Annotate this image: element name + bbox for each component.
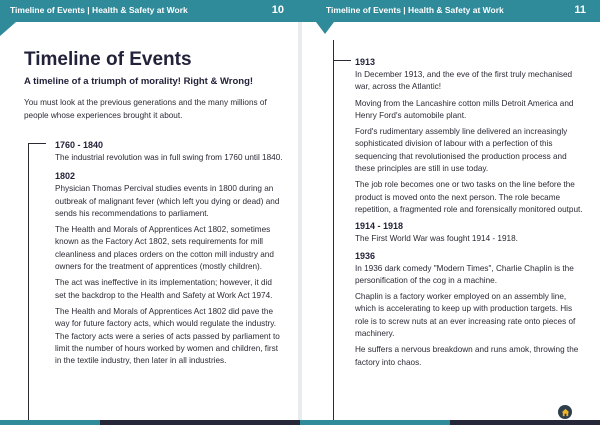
bottom-strip: [300, 420, 450, 425]
entry-paragraph: Ford's rudimentary assembly line delivered an increasingly sophisticated division of labour with a perfection of this sequencing that revolutionised the production process and these principles are still in use today.: [355, 127, 568, 174]
entry-year: 1913: [355, 57, 376, 67]
home-button[interactable]: [558, 405, 572, 419]
bottom-strip: [450, 420, 600, 425]
entry-paragraph: The First World War was fought 1914 - 1918.: [355, 234, 518, 244]
entry-paragraph: The industrial revolution was in full swing from 1760 until 1840.: [55, 153, 283, 162]
entry-paragraph: The act was ineffective in its implementation; however, it did set the backdrop to the Health and Safety at Work Act 1974.: [55, 278, 273, 300]
entry-paragraph: In December 1913, and the eve of the first truly mechanised war, across the Atlantic!: [355, 70, 573, 92]
right-page-number: 11: [574, 4, 586, 16]
right-page-header: [300, 0, 600, 22]
page-title: Timeline of Events: [24, 49, 192, 70]
entry-paragraph: Chaplin is a factory worker employed on an assembly line, which is accelerating to keep up with production targets. His role is to screw nuts at an ever increasing rate onto pieces of machinery.: [355, 292, 576, 339]
entry-paragraph: The job role becomes one or two tasks on the line before the product is moved onto the next person. The role became repetition, a fragmented role and forensically monitored output.: [355, 180, 583, 214]
entry-paragraph: Moving from the Lancashire cotton mills Detroit America and Henry Ford's automobile plant.: [355, 98, 574, 120]
entry-year: 1936: [355, 250, 376, 261]
timeline-tick: [333, 60, 351, 61]
entry-year: 1802: [55, 171, 76, 182]
right-header-notch: [316, 22, 334, 34]
page-gutter: [298, 0, 302, 425]
left-timeline-line: [28, 143, 29, 425]
page-subtitle: A timeline of a triumph of morality! Right & Wrong!: [24, 76, 254, 87]
entry-paragraph: He suffers a nervous breakdown and runs amok, throwing the factory into chaos.: [355, 345, 579, 367]
entry-year: 1760 - 1840: [55, 140, 104, 150]
entry-paragraph: The Health and Morals of Apprentices Act 1802, sometimes known as the Factory Act 1802, sets requirements for mill cleanliness and places orders on the cotton mill industry and owners for the treatment of apprentices (mostly children).: [55, 225, 274, 272]
right-header-title: Timeline of Events | Health & Safety at Work: [326, 5, 504, 15]
bottom-strip: [100, 420, 300, 425]
intro-paragraph: You must look at the previous generations and the many millions of people whose experiences brought it about.: [24, 98, 267, 120]
left-page-number: 10: [271, 4, 284, 16]
left-header-notch: [0, 22, 16, 36]
entry-paragraph: Physician Thomas Percival studies events in 1800 during an outbreak of malignant fever (which left you dying or dead) and sends his recommendations to parliament.: [55, 184, 280, 218]
timeline-tick: [28, 143, 46, 144]
left-page-header: [0, 0, 300, 22]
right-timeline-column: [355, 54, 587, 373]
home-icon: [561, 408, 570, 417]
bottom-strip: [0, 420, 100, 425]
entry-year: 1914 - 1918: [355, 221, 404, 232]
entry-paragraph: The Health and Morals of Apprentices Act 1802 did pave the way for future factory acts, which would regulate the industry. The factory acts were a series of acts passed by parliament to limit the number of hours worked by women and children, first in the textile industry, then later in all industries.: [55, 306, 280, 366]
left-header-title: Timeline of Events | Health & Safety at Work: [10, 5, 188, 15]
entry-paragraph: In 1936 dark comedy "Modern Times", Charlie Chaplin is the personification of the cog in a machine.: [355, 263, 574, 285]
left-timeline-column: [55, 137, 285, 371]
right-timeline-line: [333, 40, 334, 425]
